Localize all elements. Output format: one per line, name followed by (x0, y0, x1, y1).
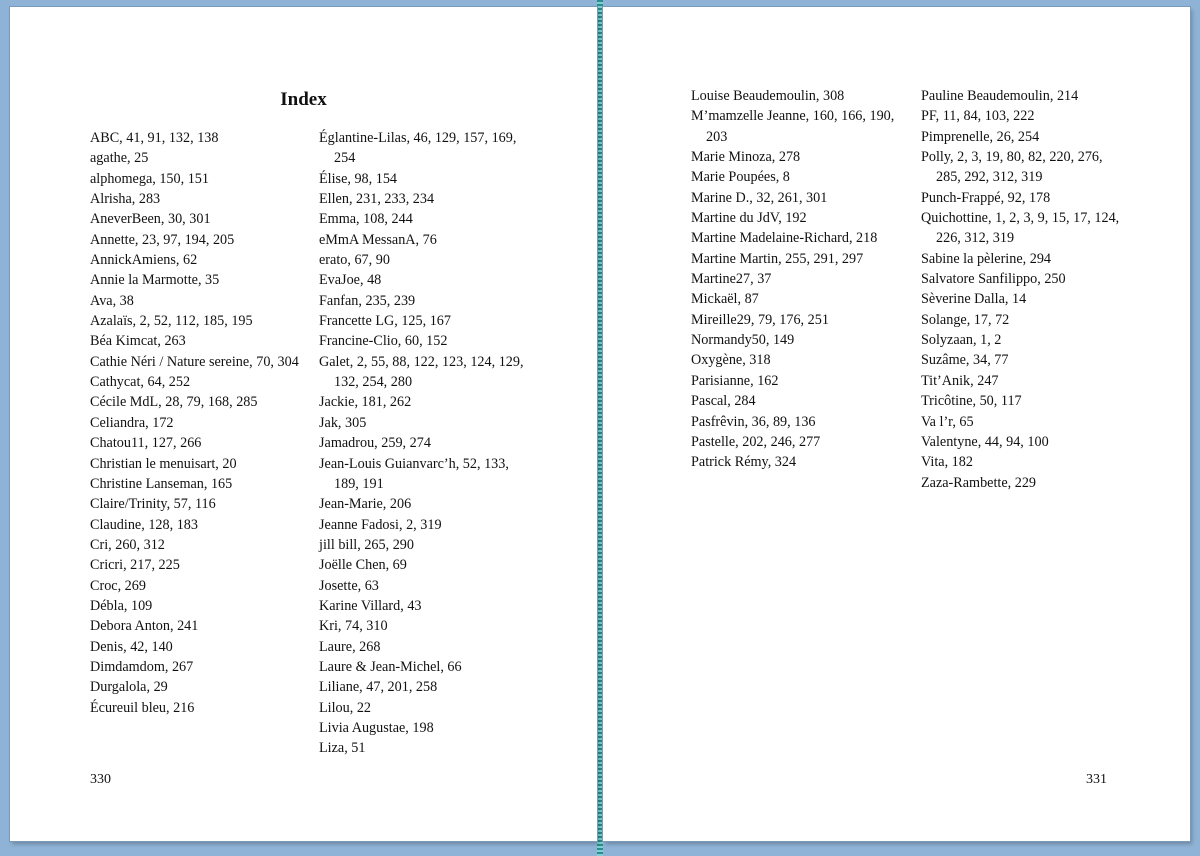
index-entry: Marie Minoza, 278 (691, 149, 801, 166)
index-entry: Punch-Frappé, 92, 178 (921, 189, 1051, 206)
index-entry: Pimprenelle, 26, 254 (921, 128, 1040, 145)
index-column-3 (691, 86, 906, 473)
index-entry: M’mamzelle Jeanne, 160, 166, 190, 203 (691, 108, 895, 145)
index-entry: Cri, 260, 312 (90, 536, 165, 553)
index-entry: Débla, 109 (90, 597, 153, 614)
index-entry: Ava, 38 (90, 292, 134, 309)
index-entry: Jak, 305 (319, 414, 367, 431)
index-entry: Jean-Marie, 206 (319, 496, 412, 513)
index-entry: Zaza-Rambette, 229 (921, 474, 1037, 491)
index-entry: Josette, 63 (319, 577, 379, 594)
index-entry: Patrick Rémy, 324 (691, 454, 797, 471)
index-entry: Tricôtine, 50, 117 (921, 393, 1022, 410)
index-entry: Christian le menuisart, 20 (90, 455, 237, 472)
index-entry: Pauline Beaudemoulin, 214 (921, 88, 1079, 104)
index-entry: Sabine la pèlerine, 294 (921, 250, 1052, 267)
index-entry: Lilou, 22 (319, 699, 372, 716)
index-entry: Mickaël, 87 (691, 291, 759, 308)
index-entry: Livia Augustae, 198 (319, 719, 434, 736)
index-entry: Églantine-Lilas, 46, 129, 157, 169, 254 (319, 130, 517, 167)
index-entry: Galet, 2, 55, 88, 122, 123, 124, 129, 132, 254, 280 (319, 353, 524, 391)
index-entry: Quichottine, 1, 2, 3, 9, 15, 17, 124, 226, 312, 319 (921, 210, 1120, 247)
index-entry: Claire/Trinity, 57, 116 (90, 496, 216, 513)
index-entry: EvaJoe, 48 (319, 272, 382, 289)
index-entry: Solange, 17, 72 (921, 311, 1010, 328)
index-entry: erato, 67, 90 (319, 252, 390, 269)
index-entry: Pascal, 284 (691, 393, 756, 410)
index-entry: Martine du JdV, 192 (691, 210, 807, 227)
index-entry: Celiandra, 172 (90, 414, 174, 431)
index-entry: eMmA MessanA, 76 (319, 231, 437, 248)
index-entry: Martine27, 37 (691, 271, 772, 288)
index-entry: Mireille29, 79, 176, 251 (691, 311, 829, 328)
index-entry: Solyzaan, 1, 2 (921, 332, 1002, 349)
index-entry: Chatou11, 127, 266 (90, 435, 202, 452)
index-entry: Martine Madelaine-Richard, 218 (691, 230, 878, 247)
index-entry: Dimdamdom, 267 (90, 658, 194, 675)
index-column-4 (921, 86, 1121, 493)
index-entry: Béa Kimcat, 263 (90, 333, 186, 350)
index-entry: Élise, 98, 154 (319, 170, 398, 187)
index-entry: Croc, 269 (90, 577, 146, 594)
index-entry: jill bill, 265, 290 (319, 536, 414, 553)
index-entry: Cécile MdL, 28, 79, 168, 285 (90, 394, 258, 411)
index-entry: Annette, 23, 97, 194, 205 (90, 231, 235, 248)
index-entry: Tit’Anik, 247 (921, 372, 999, 389)
index-entry: Jackie, 181, 262 (319, 394, 412, 411)
index-entry: Joëlle Chen, 69 (319, 557, 407, 574)
index-entry: Fanfan, 235, 239 (319, 292, 416, 309)
index-entry: Valentyne, 44, 94, 100 (921, 433, 1049, 450)
index-column-2 (319, 128, 534, 759)
index-entry: Denis, 42, 140 (90, 638, 173, 655)
page-number-right: 331 (1086, 772, 1107, 787)
index-entry: Parisianne, 162 (691, 372, 779, 389)
index-column-1 (90, 128, 305, 718)
index-entry: Marine D., 32, 261, 301 (691, 189, 828, 206)
index-entry: Laure, 268 (319, 638, 381, 655)
index-entry: Oxygène, 318 (691, 352, 771, 369)
index-entry: Pasfrêvin, 36, 89, 136 (691, 413, 816, 430)
index-entry: Francine-Clio, 60, 152 (319, 333, 448, 350)
index-entry: Emma, 108, 244 (319, 211, 413, 228)
page-right (603, 7, 1190, 841)
index-entry: Jeanne Fadosi, 2, 319 (319, 516, 442, 533)
index-entry: Laure & Jean-Michel, 66 (319, 658, 462, 675)
index-entry: Jamadrou, 259, 274 (319, 435, 431, 452)
index-entry: Kri, 74, 310 (319, 618, 388, 635)
index-entry: AnnickAmiens, 62 (90, 252, 198, 269)
index-entry: AneverBeen, 30, 301 (90, 211, 211, 228)
index-entry: Normandy50, 149 (691, 332, 795, 349)
index-entry: Ellen, 231, 233, 234 (319, 191, 435, 208)
index-entry: Alrisha, 283 (90, 191, 161, 208)
page-number-left: 330 (90, 772, 111, 787)
index-entry: Marie Poupées, 8 (691, 169, 790, 186)
index-entry: PF, 11, 84, 103, 222 (921, 108, 1035, 125)
index-entry: Francette LG, 125, 167 (319, 313, 451, 330)
index-entry: Cathycat, 64, 252 (90, 374, 191, 391)
index-entry: Louise Beaudemoulin, 308 (691, 88, 845, 104)
index-entry: agathe, 25 (90, 150, 149, 167)
index-entry: Cathie Néri / Nature sereine, 70, 304 (90, 353, 299, 370)
index-entry: Liza, 51 (319, 740, 366, 757)
index-entry: Pastelle, 202, 246, 277 (691, 433, 821, 450)
index-entry: Karine Villard, 43 (319, 597, 422, 614)
index-entry: Annie la Marmotte, 35 (90, 272, 220, 289)
index-entry: Azalaïs, 2, 52, 112, 185, 195 (90, 313, 253, 330)
index-entry: Écureuil bleu, 216 (90, 699, 195, 716)
index-entry: Va l’r, 65 (921, 413, 974, 430)
index-entry: Debora Anton, 241 (90, 618, 199, 635)
index-entry: Christine Lanseman, 165 (90, 475, 233, 492)
index-entry: alphomega, 150, 151 (90, 170, 209, 187)
index-entry: Durgalola, 29 (90, 679, 168, 696)
index-entry: Suzâme, 34, 77 (921, 352, 1009, 369)
index-entry: Cricri, 217, 225 (90, 557, 180, 574)
index-entry: Martine Martin, 255, 291, 297 (691, 250, 864, 267)
index-entry: ABC, 41, 91, 132, 138 (90, 130, 219, 146)
index-entry: Claudine, 128, 183 (90, 516, 198, 533)
index-entry: Salvatore Sanfilippo, 250 (921, 271, 1066, 288)
index-entry: Jean-Louis Guianvarc’h, 52, 133, 189, 191 (319, 455, 509, 492)
index-entry: Vita, 182 (921, 454, 973, 471)
index-title: Index (280, 89, 327, 110)
index-entry: Sèverine Dalla, 14 (921, 291, 1027, 308)
page-left (10, 7, 597, 841)
index-entry: Liliane, 47, 201, 258 (319, 679, 438, 696)
index-entry: Polly, 2, 3, 19, 80, 82, 220, 276, 285, 292, 312, 319 (921, 149, 1103, 186)
